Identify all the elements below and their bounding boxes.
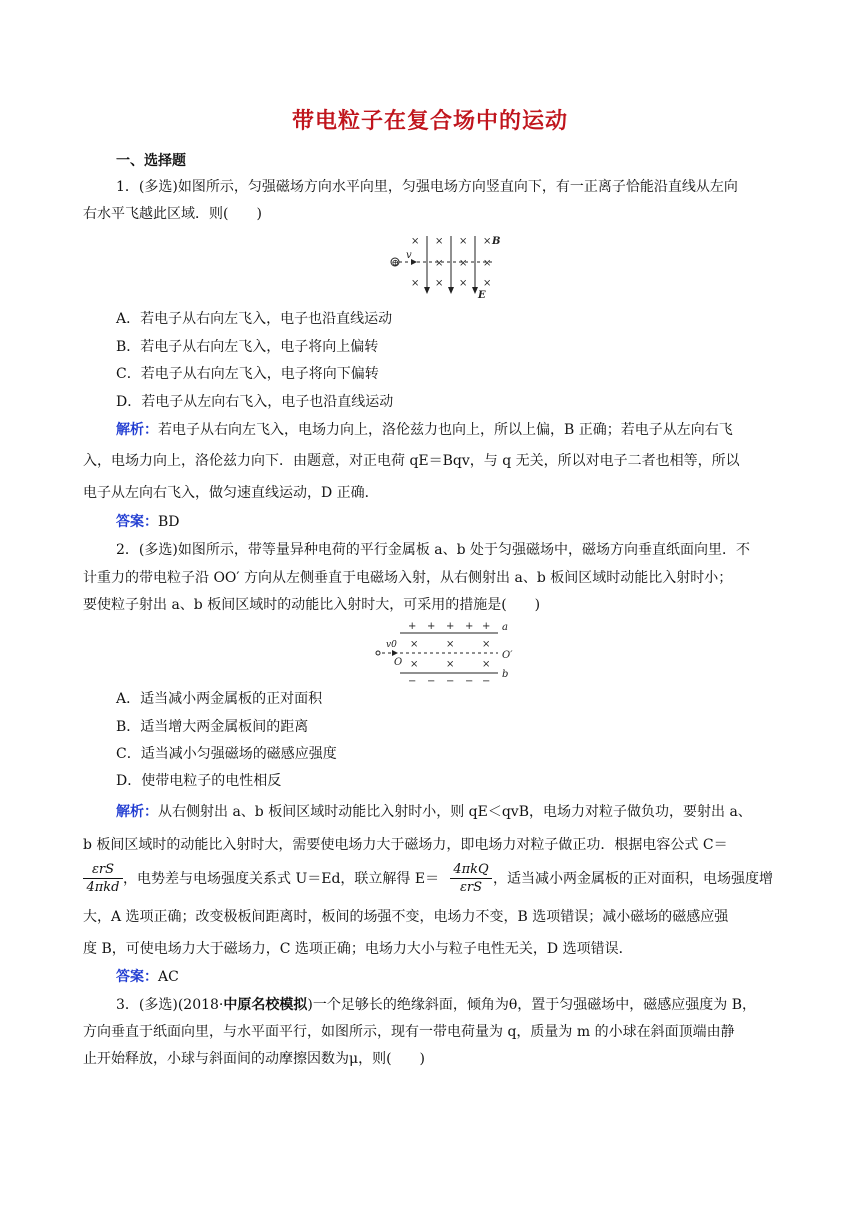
q1-analysis-text: 若电子从右向左飞入，电场力向上，洛伦兹力也向上，所以上偏，B 正确；若电子从左向右飞: [158, 422, 733, 438]
q2-fig-b-label: b: [502, 669, 509, 680]
q2-fig-plus: +: [446, 621, 455, 632]
page-title: 带电粒子在复合场中的运动: [291, 109, 568, 134]
q1-fig-B-label: B: [492, 236, 501, 247]
q2-option-c: C．适当减小匀强磁场的磁感应强度: [116, 746, 337, 762]
q2-fig-plus: +: [465, 621, 474, 632]
q3-stem-line3: 止开始释放，小球与斜面间的动摩擦因数为μ，则( ): [83, 1051, 426, 1067]
q2-option-b: B．适当增大两金属板间的距离: [116, 719, 309, 735]
q2-fig-cross: ×: [410, 659, 419, 670]
q1-fig-ion: ⊕: [391, 258, 400, 269]
q2-fig-a-label: a: [502, 622, 508, 633]
q2-fig-plus: +: [408, 621, 417, 632]
q2-analysis-line4: 大，A 选项正确；改变极板间距离时，板间的场强不变，电场力不变，B 选项错误；减小磁场的磁感应强: [83, 909, 729, 925]
q3-stem-source: 中原名校模拟: [223, 997, 308, 1013]
section-heading: 一、选择题: [116, 153, 186, 169]
q2-fig-cross: ×: [482, 639, 491, 650]
q2-fig-cross: ×: [446, 639, 455, 650]
q2-fraction-field: [450, 861, 492, 896]
q1-analysis-line1: [116, 421, 733, 439]
q2-fig-minus: −: [408, 676, 417, 686]
q2-fig-O2-label: O′: [502, 650, 513, 661]
q2-fig-minus: −: [446, 676, 455, 686]
q1-figure: [385, 232, 510, 302]
q2-analysis-line5: 度 B，可使电场力大于磁场力，C 选项正确；电场力大小与粒子电性无关，D 选项错误．: [83, 941, 633, 957]
q1-option-b: B．若电子从右向左飞入，电子将向上偏转: [116, 339, 379, 355]
q1-fig-cross: ×: [459, 278, 468, 289]
q2-fig-v0-label: v0: [386, 640, 397, 650]
q2-fig-cross: ×: [410, 639, 419, 650]
q3-stem-prefix: 3．(多选)(2018·: [116, 997, 224, 1013]
q1-fig-cross: ×: [435, 236, 444, 247]
q1-fig-cross: ×: [435, 258, 444, 269]
q2-analysis-line1: [116, 803, 752, 821]
q2-analysis-label: 解析：: [116, 804, 158, 820]
q2-option-a: A．适当减小两金属板的正对面积: [116, 691, 323, 707]
q1-answer-label: 答案：: [116, 514, 158, 530]
q1-option-a: A．若电子从右向左飞入，电子也沿直线运动: [116, 311, 393, 327]
q2-fig-plus: +: [482, 621, 491, 632]
q2-analysis-line2: b 板间区域时的动能比入射时大，需要使电场力大于磁场力，即电场力对粒子做正功．根据电容公式 C＝: [83, 837, 728, 853]
q1-fig-E-label: E: [478, 290, 486, 301]
q2-answer-value: AC: [158, 969, 179, 985]
q1-fig-cross: ×: [483, 258, 492, 269]
q2-answer: [116, 968, 179, 986]
q1-fig-cross: ×: [411, 278, 420, 289]
q2-fig-plus: +: [427, 621, 436, 632]
q2-stem-line2: 计重力的带电粒子沿 OO′ 方向从左侧垂直于电磁场入射，从右侧射出 a、b 板间区域时动能比入射时小；: [83, 570, 733, 586]
q1-fig-v-label: v: [406, 250, 412, 261]
q2-frac1-denominator: 4πkd: [86, 880, 120, 895]
q2-answer-label: 答案：: [116, 969, 158, 985]
q2-frac2-denominator: εrS: [459, 880, 483, 895]
q1-fig-cross: ×: [459, 236, 468, 247]
q1-option-c: C．若电子从右向左飞入，电子将向下偏转: [116, 366, 379, 382]
q1-fig-cross: ×: [483, 236, 492, 247]
q1-answer-value: BD: [158, 514, 180, 530]
q2-fig-cross: ×: [482, 659, 491, 670]
q1-fig-cross: ×: [459, 258, 468, 269]
q1-answer: [116, 513, 180, 531]
q2-stem-line1: 2．(多选)如图所示，带等量异种电荷的平行金属板 a、b 处于匀强磁场中，磁场方向垂直纸面向里．不: [116, 542, 751, 558]
q3-stem-line2: 方向垂直于纸面向里，与水平面平行，如图所示，现有一带电荷量为 q，质量为 m 的小球在斜面顶端由静: [83, 1024, 735, 1040]
q2-option-d: D．使带电粒子的电性相反: [116, 773, 282, 789]
q3-stem-line1: [116, 996, 756, 1014]
q2-analysis-line3b: ，适当减小两金属板的正对面积，电场强度增: [493, 871, 773, 887]
q1-stem-line1: 1．(多选)如图所示，匀强磁场方向水平向里，匀强电场方向竖直向下，有一正离子恰能沿直线从左向: [116, 179, 738, 195]
q2-fraction-capacitance: [83, 861, 123, 896]
q2-stem-line3: 要使粒子射出 a、b 板间区域时的动能比入射时大，可采用的措施是( ): [83, 597, 541, 613]
q1-analysis-line3: 电子从左向右飞入，做匀速直线运动，D 正确．: [83, 485, 379, 501]
q1-fig-cross: ×: [483, 278, 492, 289]
q1-stem-line2: 右水平飞越此区域．则( ): [83, 206, 262, 222]
q3-stem-rest: )一个足够长的绝缘斜面，倾角为θ，置于匀强磁场中，磁感应强度为 B，: [307, 997, 757, 1013]
q2-frac2-numerator: 4πkQ: [450, 861, 492, 879]
q2-analysis-line3a: ，电势差与电场强度关系式 U＝Ed，联立解得 E＝: [123, 871, 440, 887]
q2-fig-cross: ×: [446, 659, 455, 670]
q2-fig-minus: −: [465, 676, 474, 686]
q2-fig-minus: −: [482, 676, 491, 686]
q1-analysis-line2: 入，电场力向上，洛伦兹力向下．由题意，对正电荷 qE＝Bqv，与 q 无关，所以对电子二者也相等，所以: [83, 453, 740, 469]
q2-figure: [370, 620, 520, 686]
q1-fig-cross: ×: [411, 236, 420, 247]
q2-frac1-numerator: εrS: [83, 861, 123, 879]
q1-analysis-label: 解析：: [116, 422, 158, 438]
q2-analysis-text: 从右侧射出 a、b 板间区域时动能比入射时小，则 qE＜qvB，电场力对粒子做负功，要射出 a、: [158, 804, 752, 820]
q1-option-d: D．若电子从左向右飞入，电子也沿直线运动: [116, 394, 394, 410]
q2-fig-minus: −: [427, 676, 436, 686]
q1-fig-cross: ×: [435, 278, 444, 289]
q2-fig-O-label: O: [394, 657, 403, 668]
